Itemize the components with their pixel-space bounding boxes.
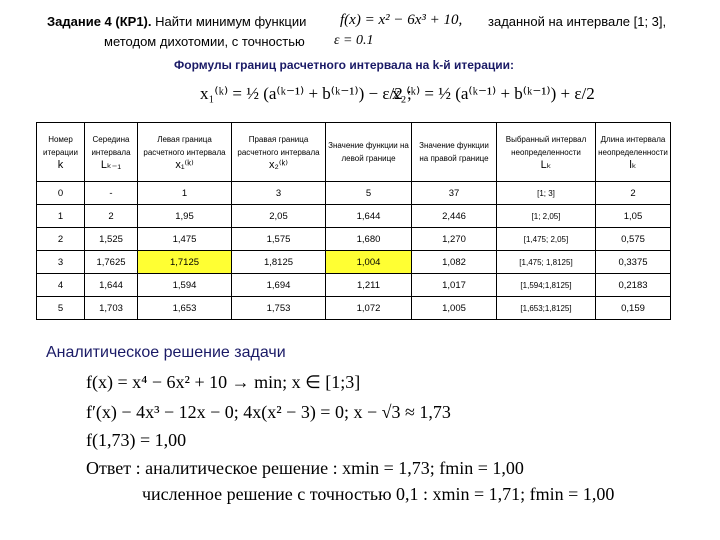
column-header [596, 123, 671, 182]
table-cell: 0,2183 [596, 274, 671, 297]
table-cell: 1,017 [412, 274, 497, 297]
table-cell: 1,7625 [85, 251, 138, 274]
column-header [37, 123, 85, 182]
column-header-symbol: x₁⁽ᵏ⁾ [175, 158, 194, 171]
task-label: Задание 4 (КР1). [47, 14, 152, 29]
table-cell: - [85, 182, 138, 205]
table-cell: 1,653 [138, 297, 232, 320]
column-header [138, 123, 232, 182]
table-cell: 1,7125 [138, 251, 232, 274]
table-cell: 37 [412, 182, 497, 205]
answer-line [86, 458, 524, 479]
table-cell: 2,05 [232, 205, 326, 228]
answer-numeric: численное решение с точностью 0,1 : xmin = 1,71; fmin = 1,00 [142, 484, 615, 504]
table-row [37, 251, 671, 274]
table-cell: 1,644 [85, 274, 138, 297]
table-cell: 2 [596, 182, 671, 205]
analytic-line-2: f′(x) − 4x³ − 12x − 0; 4x(x² − 3) = 0; x − √3 ≈ 1,73 [86, 402, 451, 422]
table-cell: [1,594;1,8125] [497, 274, 596, 297]
table-cell: 3 [37, 251, 85, 274]
column-header-text: Номер итерации [43, 134, 78, 157]
column-header [85, 123, 138, 182]
table-cell: 5 [326, 182, 412, 205]
table-cell: [1,653;1,8125] [497, 297, 596, 320]
table-cell: 0,3375 [596, 251, 671, 274]
table-cell: 0 [37, 182, 85, 205]
table-cell: [1,475; 2,05] [497, 228, 596, 251]
table-cell: 3 [232, 182, 326, 205]
table-cell: 1,694 [232, 274, 326, 297]
table-cell: 5 [37, 297, 85, 320]
formula-subtitle: Формулы границ расчетного интервала на k-й итерации: [174, 58, 515, 72]
column-header-symbol: Lₖ₋₁ [100, 158, 122, 171]
column-header-symbol: k [57, 158, 64, 171]
table-cell: 4 [37, 274, 85, 297]
task-function: f(x) = x² − 6x³ + 10, [340, 12, 463, 28]
table-cell: 1,072 [326, 297, 412, 320]
column-header-symbol: x₂⁽ᵏ⁾ [269, 158, 288, 171]
answer-analytic: аналитическое решение : xmin = 1,73; fmin = 1,00 [145, 458, 524, 478]
column-header-text: Длина интервала неопределенности [598, 134, 668, 157]
table-body [37, 182, 671, 320]
table-cell: [1; 2,05] [497, 205, 596, 228]
column-header-text: Левая граница расчетного интервала [143, 134, 226, 157]
table-cell: 1,575 [232, 228, 326, 251]
table-cell: 0,575 [596, 228, 671, 251]
table-cell: 1,8125 [232, 251, 326, 274]
column-header-text: Выбранный интервал неопределенности [505, 134, 587, 157]
table-cell: 1,05 [596, 205, 671, 228]
table-header-row [37, 123, 671, 182]
column-header [412, 123, 497, 182]
table-cell: 2 [37, 228, 85, 251]
dichotomy-table [36, 122, 671, 320]
column-header [497, 123, 596, 182]
formula-x2: x₂⁽ᵏ⁾ = ½ (a⁽ᵏ⁻¹⁾ + b⁽ᵏ⁻¹⁾) + ε/2 [392, 84, 595, 103]
analytic-line-1: f(x) = x⁴ − 6x² + 10 → min; x ∈ [1;3] [86, 372, 361, 392]
table-cell: 1,082 [412, 251, 497, 274]
table-cell: 1,211 [326, 274, 412, 297]
table-cell: 1,644 [326, 205, 412, 228]
task-interval: заданной на интервале [1; 3], [488, 14, 667, 29]
table-cell: 1,475 [138, 228, 232, 251]
table-row [37, 228, 671, 251]
table-cell: 1,95 [138, 205, 232, 228]
table-cell: 1,270 [412, 228, 497, 251]
table-cell: 1,525 [85, 228, 138, 251]
column-header-symbol: Lₖ [540, 158, 552, 171]
table-cell: 1,594 [138, 274, 232, 297]
column-header [232, 123, 326, 182]
table-cell: 1,703 [85, 297, 138, 320]
table-cell: 2,446 [412, 205, 497, 228]
column-header-text: Правая граница расчетного интервала [237, 134, 320, 157]
task-line-2: методом дихотомии, с точностью [104, 34, 305, 49]
table-cell: 1 [138, 182, 232, 205]
task-text: Найти минимум функции [155, 14, 307, 29]
table-row [37, 274, 671, 297]
table-cell: 1,004 [326, 251, 412, 274]
answer-label: Ответ : [86, 458, 141, 478]
table-row [37, 182, 671, 205]
table-cell: 1 [37, 205, 85, 228]
table-cell: 1,680 [326, 228, 412, 251]
column-header-text: Середина интервала [91, 134, 131, 157]
column-header-symbol: lₖ [629, 158, 637, 171]
task-epsilon: ε = 0.1 [334, 33, 374, 48]
column-header-text: Значение функции на левой границе [328, 141, 409, 163]
table-cell: 1,005 [412, 297, 497, 320]
table-cell: 2 [85, 205, 138, 228]
column-header [326, 123, 412, 182]
table-cell: [1; 3] [497, 182, 596, 205]
analytic-title: Аналитическое решение задачи [46, 344, 286, 361]
formula-x1: x₁⁽ᵏ⁾ = ½ (a⁽ᵏ⁻¹⁾ + b⁽ᵏ⁻¹⁾) − ε/2 ; [200, 84, 412, 103]
table-row [37, 297, 671, 320]
table-cell: 0,159 [596, 297, 671, 320]
table-cell: [1,475; 1,8125] [497, 251, 596, 274]
table-cell: 1,753 [232, 297, 326, 320]
column-header-text: Значение функции на правой границе [419, 141, 489, 163]
table-row [37, 205, 671, 228]
analytic-line-3: f(1,73) = 1,00 [86, 430, 187, 450]
task-line-1 [47, 14, 306, 29]
